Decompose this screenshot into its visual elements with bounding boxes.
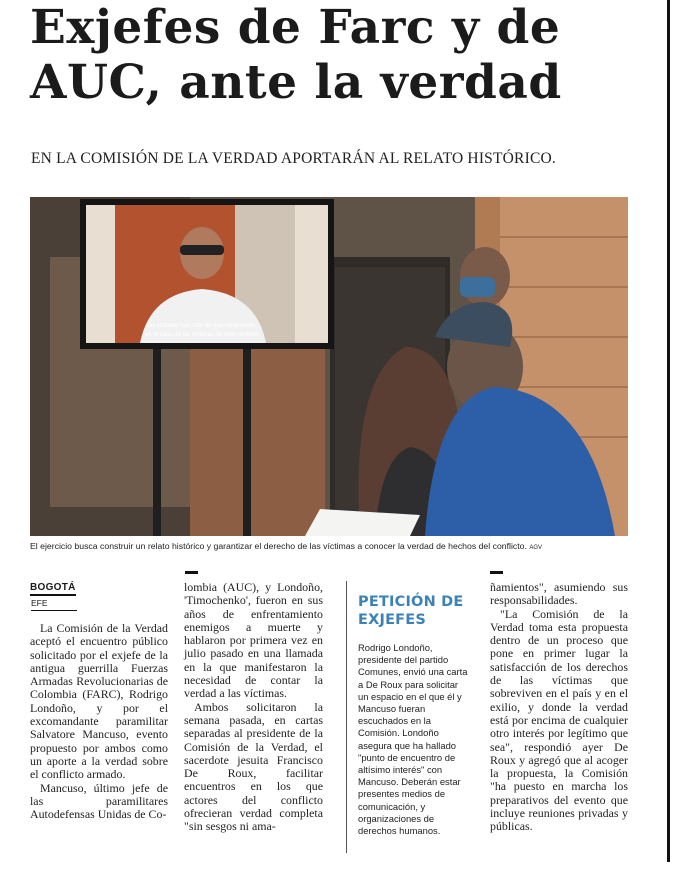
column-divider (667, 0, 670, 862)
column-marker (185, 571, 198, 574)
paragraph: ñamientos", asumiendo sus responsabilidades. (490, 580, 628, 608)
screen-subtitle-1: las víctimas han sido de que comprende, (147, 323, 257, 329)
paragraph: La Comisión de la Verdad aceptó el encuentro público solicitado por el exjefe de la antigua guerrilla Fuerzas Armadas Revolucionarias de Colombia (FARC), Rodrigo Londoño, y por el excomandante paramilitar Salvatore Mancuso, evento propuesto por ambos como un aporte a la verdad sobre el conflicto armado. (30, 621, 168, 782)
sidebar-body: Rodrigo Londoño, presidente del partido Comunes, envió una carta a De Roux para solicitar un espacio en el que él y Mancuso fueran escuchados en la Comisión. Londoño asegura que ha hallado "punto de encuentro de altísimo interés" con Mancuso. Deberán estar presentes medios de comunicación, y organizaciones de derechos humanos. (358, 642, 468, 837)
caption-text: El ejercicio busca construir un relato histórico y garantizar el derecho de las víctimas a conocer la verdad de hechos del conflicto. (30, 541, 527, 551)
article-column-4 (490, 581, 628, 834)
news-photo (30, 197, 628, 536)
photo-caption (30, 541, 640, 551)
paragraph: Mancuso, último jefe de las paramilitares Autodefensas Unidas de Co- (30, 780, 168, 822)
headline (30, 0, 650, 110)
dateline: BOGOTÁ (30, 582, 76, 596)
screen-subtitle-2: en el caso de las víctimas de este conflicto (145, 332, 259, 338)
article-column-2 (184, 581, 323, 834)
subheadline: EN LA COMISIÓN DE LA VERDAD APORTARÁN AL RELATO HISTÓRICO. (31, 150, 556, 167)
agency-credit: EFE (31, 598, 77, 611)
photo-credit: AGV (529, 545, 542, 551)
sidebar-title: PETICIÓN DE EXJEFES (358, 594, 464, 628)
paragraph: Ambos solicitaron la semana pasada, en cartas separadas al presidente de la Comisión de la Verdad, el sacerdote jesuita Francisco De Roux, facilitar encuentros en los que actores del conflicto ofrecieran verdad completa "sin sesgos ni ama- (184, 699, 323, 834)
paragraph: lombia (AUC), y Londoño, 'Timochenko', fueron en sus años de enfrentamiento enemigos a muerte y hablaron por primera vez en julio pasado en una llamada en la que manifestaron la necesidad de contar la verdad a las víctimas. (184, 580, 323, 701)
column-marker (490, 571, 503, 574)
article-column-1 (30, 622, 168, 821)
photo-illustration (30, 197, 628, 536)
headline-line-2: AUC, ante la verdad (30, 55, 562, 110)
paragraph: "La Comisión de la Verdad toma esta propuesta dentro de un proceso que pone en primer lugar la satisfacción de los derechos de las víctimas que sobreviven en el país y en el exilio, y donde la verdad está por encima de cualquier otro interés por legítimo que sea", respondió ayer De Roux y agregó que al acoger la propuesta, la Comisión "ha puesto en marcha los preparativos del evento que incluye reuniones privadas y públicas. (490, 606, 628, 834)
headline-line-1: Exjefes de Farc y de (30, 0, 561, 55)
